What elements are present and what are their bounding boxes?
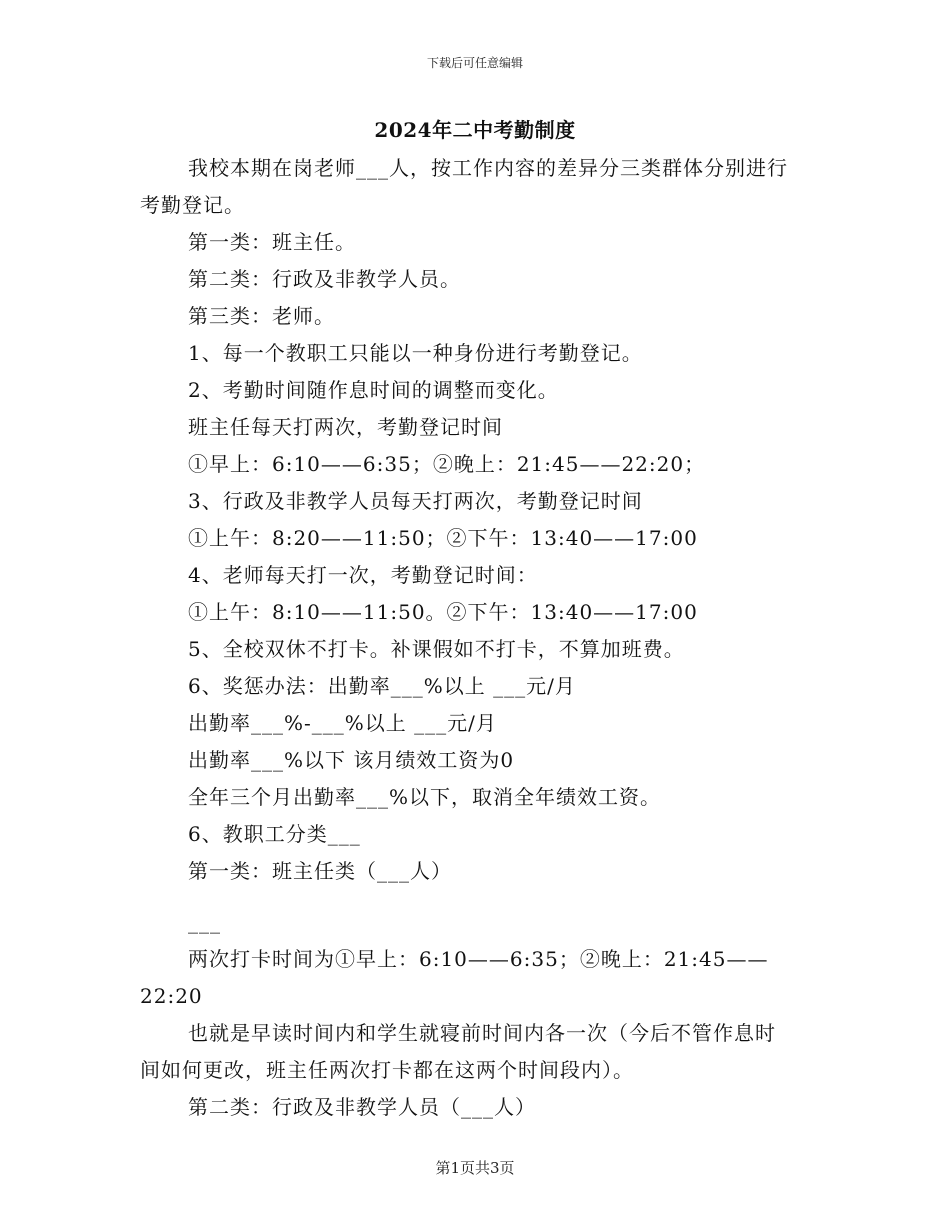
paragraph-line: 第二类：行政及非教学人员。: [188, 267, 461, 291]
paragraph-line: 也就是早读时间内和学生就寝前时间内各一次（今后不管作息时: [188, 1021, 776, 1045]
paragraph-line: 1、每一个教职工只能以一种身份进行考勤登记。: [188, 341, 643, 365]
paragraph-line: 间如何更改，班主任两次打卡都在这两个时间段内）。: [140, 1058, 634, 1082]
paragraph-line: ①上午：8:20——11:50；②下午：13:40——17:00: [188, 526, 698, 550]
document-body: [140, 150, 820, 1126]
paragraph-line: 班主任每天打两次，考勤登记时间: [188, 415, 503, 439]
paragraph-line: 6、奖惩办法：出勤率___%以上 ___元/月: [188, 674, 576, 698]
paragraph-line: 2、考勤时间随作息时间的调整而变化。: [188, 378, 559, 402]
paragraph-line: 第一类：班主任。: [188, 230, 356, 254]
paragraph-line: 4、老师每天打一次，考勤登记时间：: [188, 563, 538, 587]
spacer: [140, 890, 820, 904]
paragraph-line: ①上午：8:10——11:50。②下午：13:40——17:00: [188, 600, 698, 624]
paragraph-line: 3、行政及非教学人员每天打两次，考勤登记时间: [188, 489, 643, 513]
document-title: 2024年二中考勤制度: [374, 118, 576, 142]
header-note: 下载后可任意编辑: [426, 56, 523, 70]
paragraph-line: 第二类：行政及非教学人员（___人）: [188, 1095, 536, 1119]
paragraph-line: 两次打卡时间为①早上：6:10——6:35；②晚上：21:45——: [188, 947, 769, 971]
paragraph-line: ___: [188, 910, 221, 934]
paragraph-line: 6、教职工分类___: [188, 822, 361, 846]
page-footer: 第1页共3页: [435, 1159, 515, 1177]
paragraph-line: 出勤率___%-___%以上 ___元/月: [188, 711, 497, 735]
paragraph-line: 第三类：老师。: [188, 304, 335, 328]
paragraph-line: 第一类：班主任类（___人）: [188, 859, 452, 883]
paragraph-line: 22:20: [140, 984, 203, 1008]
paragraph-line: 我校本期在岗老师___人，按工作内容的差异分三类群体分别进行: [188, 156, 788, 180]
paragraph-line: 出勤率___%以下 该月绩效工资为0: [188, 748, 515, 772]
paragraph-line: 全年三个月出勤率___%以下，取消全年绩效工资。: [188, 785, 662, 809]
paragraph-line: 考勤登记。: [140, 193, 245, 217]
paragraph-line: 5、全校双休不打卡。补课假如不打卡，不算加班费。: [188, 637, 685, 661]
paragraph-line: ①早上：6:10——6:35；②晚上：21:45——22:20；: [188, 452, 706, 476]
